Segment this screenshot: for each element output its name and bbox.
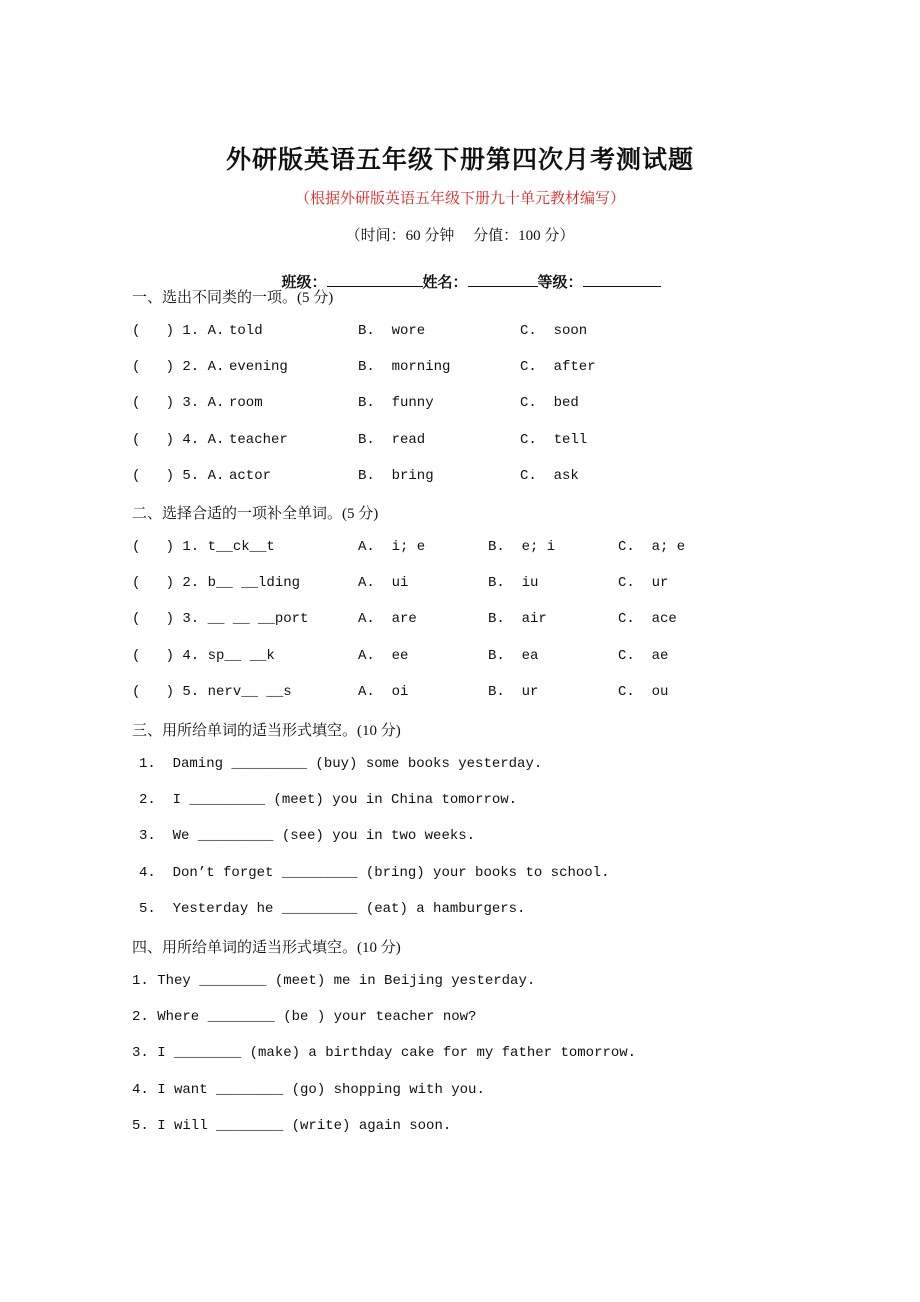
option-c: C. ur — [618, 575, 669, 592]
option-c: C. ou — [618, 683, 669, 700]
option-c: C. a; e — [618, 539, 686, 555]
question-number: ( ) 4. A. — [132, 431, 225, 448]
option-a: teacher — [229, 431, 288, 448]
question-sentence: 1. Daming _________ (buy) some books yesterday. — [139, 756, 543, 772]
option-a: A. ui — [358, 575, 409, 592]
question-number: ( ) 3. A. — [132, 395, 225, 412]
question-word: ( ) 1. t__ck__t — [132, 539, 275, 555]
question-word: ( ) 3. __ __ __port — [132, 611, 309, 628]
question-sentence: 5. I will ________ (write) again soon. — [132, 1117, 452, 1134]
section-heading: 四、用所给单词的适当形式填空。(10 分) — [132, 940, 401, 956]
option-c: C. soon — [520, 323, 588, 339]
section-heading: 一、选出不同类的一项。(5 分) — [132, 290, 334, 306]
option-a: A. ee — [358, 647, 409, 664]
section-heading: 二、选择合适的一项补全单词。(5 分) — [132, 506, 379, 522]
grade-blank — [583, 272, 661, 287]
question-sentence: 4. I want ________ (go) shopping with you. — [132, 1081, 485, 1098]
question-word: ( ) 2. b__ __lding — [132, 575, 301, 592]
question-word: ( ) 4. sp__ __k — [132, 647, 275, 664]
option-b: B. ea — [488, 647, 539, 664]
time-info: （时间：60 分钟 分值：100 分） — [345, 228, 575, 244]
question-sentence: 4. Don’t forget _________ (bring) your books to school. — [139, 864, 610, 881]
question-word: ( ) 5. nerv__ __s — [132, 683, 292, 700]
question-number: ( ) 2. A. — [132, 359, 225, 376]
question-sentence: 2. I _________ (meet) you in China tomorrow. — [139, 792, 518, 809]
class-blank — [327, 272, 423, 287]
option-a: A. are — [358, 611, 417, 628]
option-c: C. tell — [520, 431, 588, 448]
question-number: ( ) 1. A. — [132, 323, 225, 339]
question-sentence: 3. We _________ (see) you in two weeks. — [139, 828, 476, 845]
option-a: told — [229, 323, 263, 339]
option-a: room — [229, 395, 263, 412]
option-b: B. morning — [358, 359, 451, 376]
option-b: B. air — [488, 611, 547, 628]
option-b: B. e; i — [488, 539, 556, 555]
name-blank — [468, 272, 538, 287]
option-b: B. ur — [488, 683, 539, 700]
question-sentence: 2. Where ________ (be ) your teacher now? — [132, 1009, 477, 1026]
option-c: C. after — [520, 359, 596, 376]
option-b: B. iu — [488, 575, 539, 592]
name-label: 姓名： — [422, 275, 468, 291]
option-c: C. ask — [520, 467, 579, 484]
question-number: ( ) 5. A. — [132, 467, 225, 484]
option-c: C. bed — [520, 395, 579, 412]
subtitle: （根据外研版英语五年级下册九十单元教材编写） — [294, 191, 625, 207]
question-sentence: 5. Yesterday he _________ (eat) a hamburgers. — [139, 900, 526, 917]
option-c: C. ae — [618, 647, 669, 664]
page-title: 外研版英语五年级下册第四次月考测试题 — [225, 147, 694, 174]
question-sentence: 1. They ________ (meet) me in Beijing yesterday. — [132, 973, 536, 989]
option-b: B. bring — [358, 467, 434, 484]
option-b: B. wore — [358, 323, 426, 339]
option-c: C. ace — [618, 611, 677, 628]
option-a: A. oi — [358, 683, 409, 700]
option-a: A. i; e — [358, 539, 426, 555]
option-b: B. funny — [358, 395, 434, 412]
option-a: evening — [229, 359, 288, 376]
section-heading: 三、用所给单词的适当形式填空。(10 分) — [132, 723, 401, 739]
grade-label: 等级： — [537, 275, 583, 291]
option-b: B. read — [358, 431, 426, 448]
class-label: 班级： — [281, 275, 327, 291]
question-sentence: 3. I ________ (make) a birthday cake for my father tomorrow. — [132, 1045, 637, 1062]
option-a: actor — [229, 467, 272, 484]
